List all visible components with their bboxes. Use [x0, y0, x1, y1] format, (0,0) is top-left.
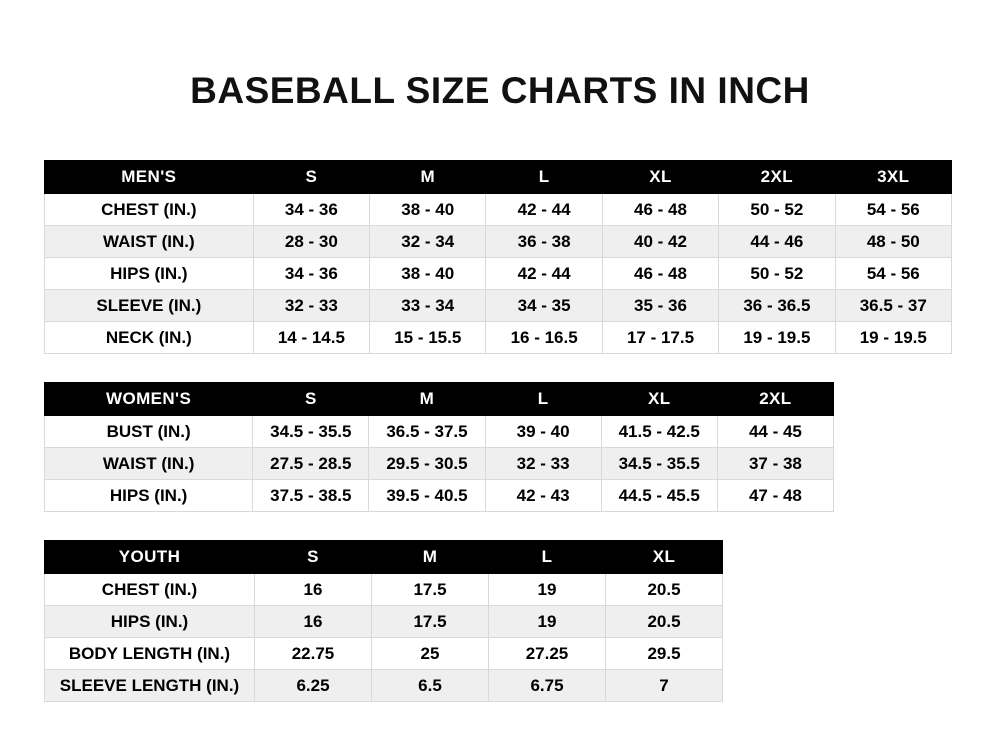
table-cell: 19 - 19.5 [719, 322, 835, 354]
womens-size-table [44, 382, 834, 512]
table-cell: 32 - 33 [485, 448, 601, 480]
column-header: XL [602, 161, 718, 194]
table-row [45, 638, 723, 670]
column-header: 2XL [717, 383, 833, 416]
column-header: L [489, 541, 606, 574]
table-row [45, 194, 952, 226]
table-header-row [45, 161, 952, 194]
table-cell: 20.5 [606, 574, 723, 606]
table-cell: 36 - 36.5 [719, 290, 835, 322]
tables-container [0, 160, 1000, 702]
table-cell: 50 - 52 [719, 258, 835, 290]
table-cell: 29.5 [606, 638, 723, 670]
table-spacer [44, 512, 956, 540]
table-cell: 44 - 46 [719, 226, 835, 258]
row-label: SLEEVE LENGTH (IN.) [45, 670, 255, 702]
table-cell: 6.25 [255, 670, 372, 702]
row-label: WAIST (IN.) [45, 226, 254, 258]
table-cell: 38 - 40 [370, 258, 486, 290]
table-cell: 54 - 56 [835, 258, 951, 290]
column-header: S [253, 161, 369, 194]
table-cell: 39.5 - 40.5 [369, 480, 485, 512]
table-cell: 33 - 34 [370, 290, 486, 322]
table-row [45, 322, 952, 354]
table-cell: 48 - 50 [835, 226, 951, 258]
table-cell: 34.5 - 35.5 [253, 416, 369, 448]
column-header: 2XL [719, 161, 835, 194]
table-cell: 36.5 - 37.5 [369, 416, 485, 448]
table-cell: 20.5 [606, 606, 723, 638]
table-cell: 17.5 [372, 574, 489, 606]
table-row [45, 416, 834, 448]
table-cell: 34 - 35 [486, 290, 602, 322]
table-cell: 34 - 36 [253, 194, 369, 226]
table-header-row [45, 383, 834, 416]
table-cell: 46 - 48 [602, 258, 718, 290]
table-cell: 17.5 [372, 606, 489, 638]
column-header: XL [606, 541, 723, 574]
page-title: BASEBALL SIZE CHARTS IN INCH [190, 70, 810, 111]
table-cell: 7 [606, 670, 723, 702]
table-cell: 16 [255, 606, 372, 638]
row-label: BUST (IN.) [45, 416, 253, 448]
table-row [45, 258, 952, 290]
table-row [45, 448, 834, 480]
row-label: HIPS (IN.) [45, 480, 253, 512]
table-cell: 27.5 - 28.5 [253, 448, 369, 480]
row-label: HIPS (IN.) [45, 606, 255, 638]
table-cell: 41.5 - 42.5 [601, 416, 717, 448]
row-label: NECK (IN.) [45, 322, 254, 354]
table-cell: 35 - 36 [602, 290, 718, 322]
table-cell: 14 - 14.5 [253, 322, 369, 354]
table-cell: 25 [372, 638, 489, 670]
table-cell: 6.5 [372, 670, 489, 702]
column-header: M [372, 541, 489, 574]
table-cell: 47 - 48 [717, 480, 833, 512]
column-header: M [369, 383, 485, 416]
column-header: M [370, 161, 486, 194]
table-header-row [45, 541, 723, 574]
table-cell: 19 - 19.5 [835, 322, 951, 354]
table-cell: 44 - 45 [717, 416, 833, 448]
table-cell: 34 - 36 [253, 258, 369, 290]
column-header: 3XL [835, 161, 951, 194]
table-cell: 34.5 - 35.5 [601, 448, 717, 480]
table-spacer [44, 354, 956, 382]
column-header: L [485, 383, 601, 416]
table-cell: 36.5 - 37 [835, 290, 951, 322]
table-cell: 54 - 56 [835, 194, 951, 226]
table-cell: 15 - 15.5 [370, 322, 486, 354]
table-cell: 32 - 33 [253, 290, 369, 322]
table-cell: 36 - 38 [486, 226, 602, 258]
table-cell: 19 [489, 606, 606, 638]
table-cell: 17 - 17.5 [602, 322, 718, 354]
table-row [45, 606, 723, 638]
table-cell: 27.25 [489, 638, 606, 670]
row-label: WAIST (IN.) [45, 448, 253, 480]
column-header: L [486, 161, 602, 194]
table-cell: 46 - 48 [602, 194, 718, 226]
mens-size-table [44, 160, 952, 354]
column-header: XL [601, 383, 717, 416]
table-cell: 6.75 [489, 670, 606, 702]
row-label: CHEST (IN.) [45, 194, 254, 226]
table-cell: 40 - 42 [602, 226, 718, 258]
row-label: BODY LENGTH (IN.) [45, 638, 255, 670]
table-cell: 16 - 16.5 [486, 322, 602, 354]
table-row [45, 290, 952, 322]
table-cell: 16 [255, 574, 372, 606]
table-cell: 38 - 40 [370, 194, 486, 226]
table-cell: 42 - 44 [486, 194, 602, 226]
table-row [45, 480, 834, 512]
table-cell: 29.5 - 30.5 [369, 448, 485, 480]
table-cell: 50 - 52 [719, 194, 835, 226]
column-header: YOUTH [45, 541, 255, 574]
table-cell: 37 - 38 [717, 448, 833, 480]
table-cell: 28 - 30 [253, 226, 369, 258]
table-cell: 39 - 40 [485, 416, 601, 448]
table-cell: 37.5 - 38.5 [253, 480, 369, 512]
table-row [45, 670, 723, 702]
row-label: HIPS (IN.) [45, 258, 254, 290]
table-cell: 44.5 - 45.5 [601, 480, 717, 512]
column-header: S [253, 383, 369, 416]
row-label: CHEST (IN.) [45, 574, 255, 606]
row-label: SLEEVE (IN.) [45, 290, 254, 322]
youth-size-table [44, 540, 723, 702]
table-cell: 42 - 44 [486, 258, 602, 290]
table-cell: 19 [489, 574, 606, 606]
column-header: S [255, 541, 372, 574]
table-cell: 32 - 34 [370, 226, 486, 258]
table-cell: 42 - 43 [485, 480, 601, 512]
table-cell: 22.75 [255, 638, 372, 670]
table-row [45, 574, 723, 606]
table-row [45, 226, 952, 258]
column-header: WOMEN'S [45, 383, 253, 416]
column-header: MEN'S [45, 161, 254, 194]
